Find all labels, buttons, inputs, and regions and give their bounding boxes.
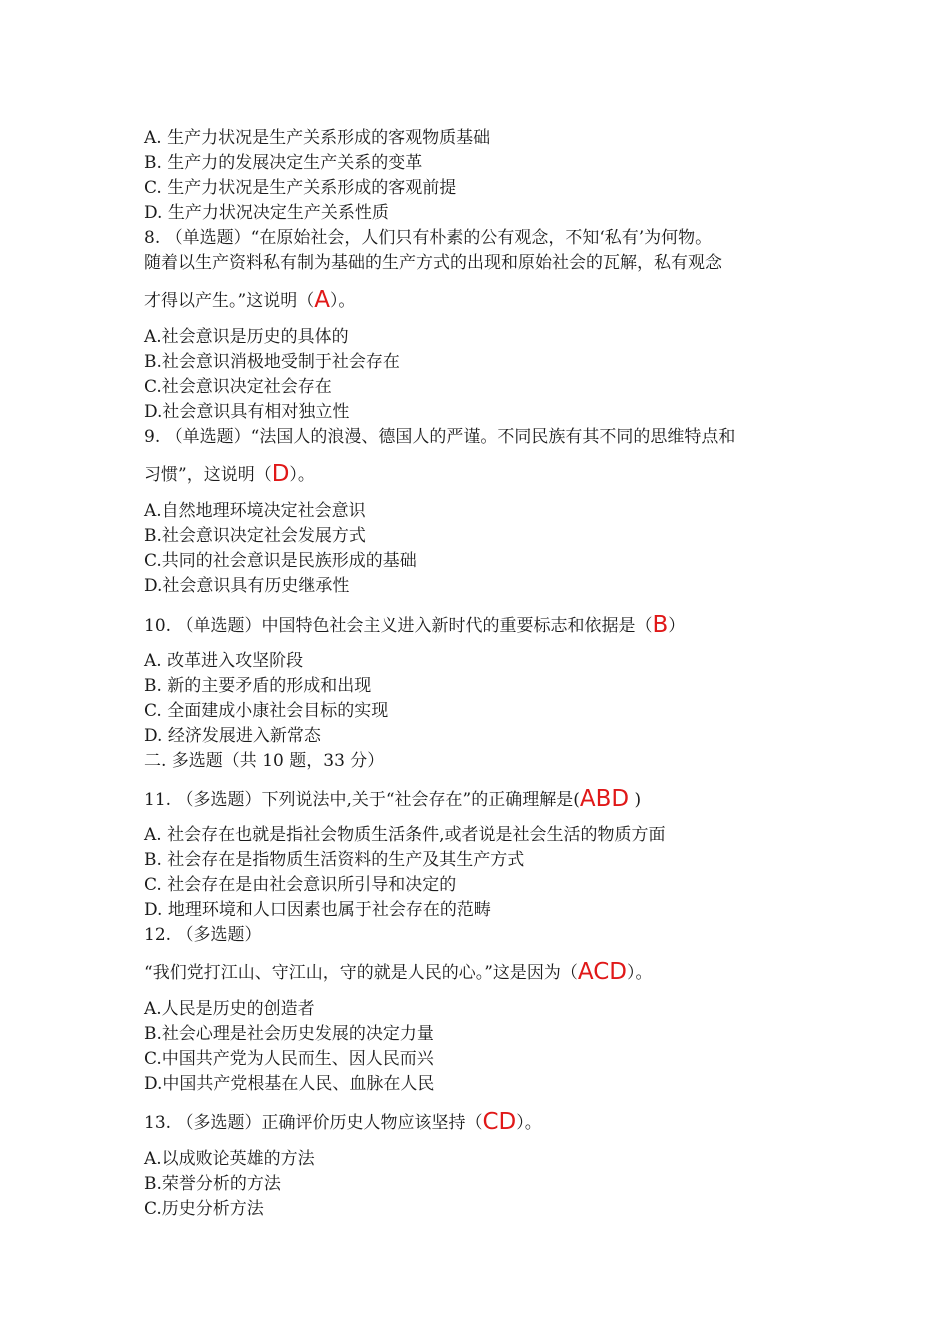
q13-stem [144,1111,542,1134]
section-title-multiple-choice: 二. 多选题（共 10 题，33 分） [144,751,385,771]
q11-option-c: C. 社会存在是由社会意识所引导和决定的 [144,875,457,895]
q9-option-d: D.社会意识具有历史继承性 [144,576,350,596]
q7-option-b: B. 生产力的发展决定生产关系的变革 [144,153,423,173]
q9-option-b: B.社会意识决定社会发展方式 [144,526,366,546]
q11-answer: ABD [579,786,630,812]
q13-stem-end: ）。 [516,1113,542,1133]
q12-stem-text: “我们党打江山、守江山，守的就是人民的心。”这是因为（ [144,963,578,983]
q7-option-c: C. 生产力状况是生产关系形成的客观前提 [144,178,457,198]
q9-stem-text: 习惯”，这说明（ [144,465,272,485]
q9-option-a: A.自然地理环境决定社会意识 [144,501,366,521]
q11-stem-end: ) [629,790,642,810]
q11-option-a: A. 社会存在也就是指社会物质生活条件,或者说是社会生活的物质方面 [144,825,666,845]
q9-stem-line1: 9. （单选题）“法国人的浪漫、德国人的严谨。不同民族有其不同的思维特点和 [144,427,736,447]
q11-stem [144,788,641,811]
q7-option-d: D. 生产力状况决定生产关系性质 [144,203,389,223]
q10-option-b: B. 新的主要矛盾的形成和出现 [144,676,372,696]
q12-option-c: C.中国共产党为人民而生、因人民而兴 [144,1049,434,1069]
q13-option-b: B.荣誉分析的方法 [144,1174,281,1194]
q12-option-b: B.社会心理是社会历史发展的决定力量 [144,1024,434,1044]
q8-option-a: A.社会意识是历史的具体的 [144,327,349,347]
q8-option-c: C.社会意识决定社会存在 [144,377,332,397]
q9-stem-line2 [144,463,315,486]
q13-option-a: A.以成败论英雄的方法 [144,1149,315,1169]
q11-option-b: B. 社会存在是指物质生活资料的生产及其生产方式 [144,850,525,870]
q9-option-c: C.共同的社会意识是民族形成的基础 [144,551,417,571]
q13-answer: CD [482,1109,517,1135]
q12-stem-line2 [144,961,653,984]
q10-stem [144,614,685,637]
q8-stem-text: 才得以产生。”这说明（ [144,291,315,311]
q10-option-d: D. 经济发展进入新常态 [144,726,321,746]
q12-option-a: A.人民是历史的创造者 [144,999,315,1019]
q7-option-a: A. 生产力状况是生产关系形成的客观物质基础 [144,128,491,148]
q12-stem-end: ）。 [627,963,653,983]
q10-option-c: C. 全面建成小康社会目标的实现 [144,701,389,721]
q8-stem-line2: 随着以生产资料私有制为基础的生产方式的出现和原始社会的瓦解，私有观念 [144,253,722,273]
q11-option-d: D. 地理环境和人口因素也属于社会存在的范畴 [144,900,491,920]
q8-answer: A [314,287,330,313]
q10-stem-text: 10. （单选题）中国特色社会主义进入新时代的重要标志和依据是（ [144,616,653,636]
q8-stem-line1: 8. （单选题）“在原始社会，人们只有朴素的公有观念，不知‘私有’为何物。 [144,228,713,248]
q10-answer: B [652,612,669,638]
q13-option-c: C.历史分析方法 [144,1199,264,1219]
q8-option-b: B.社会意识消极地受制于社会存在 [144,352,400,372]
q8-stem-end: ）。 [329,291,356,311]
q12-option-d: D.中国共产党根基在人民、血脉在人民 [144,1074,435,1094]
q8-option-d: D.社会意识具有相对独立性 [144,402,350,422]
q13-stem-text: 13. （多选题）正确评价历史人物应该坚持（ [144,1113,483,1133]
q11-stem-text: 11. （多选题）下列说法中,关于“社会存在”的正确理解是( [144,790,580,810]
q12-answer: ACD [577,959,627,985]
q10-stem-end: ） [668,616,686,636]
q9-stem-end: ）。 [289,465,315,485]
q10-option-a: A. 改革进入攻坚阶段 [144,651,304,671]
q9-answer: D [271,461,290,487]
q8-stem-line3 [144,289,355,312]
q12-stem-line1: 12. （多选题） [144,925,262,945]
